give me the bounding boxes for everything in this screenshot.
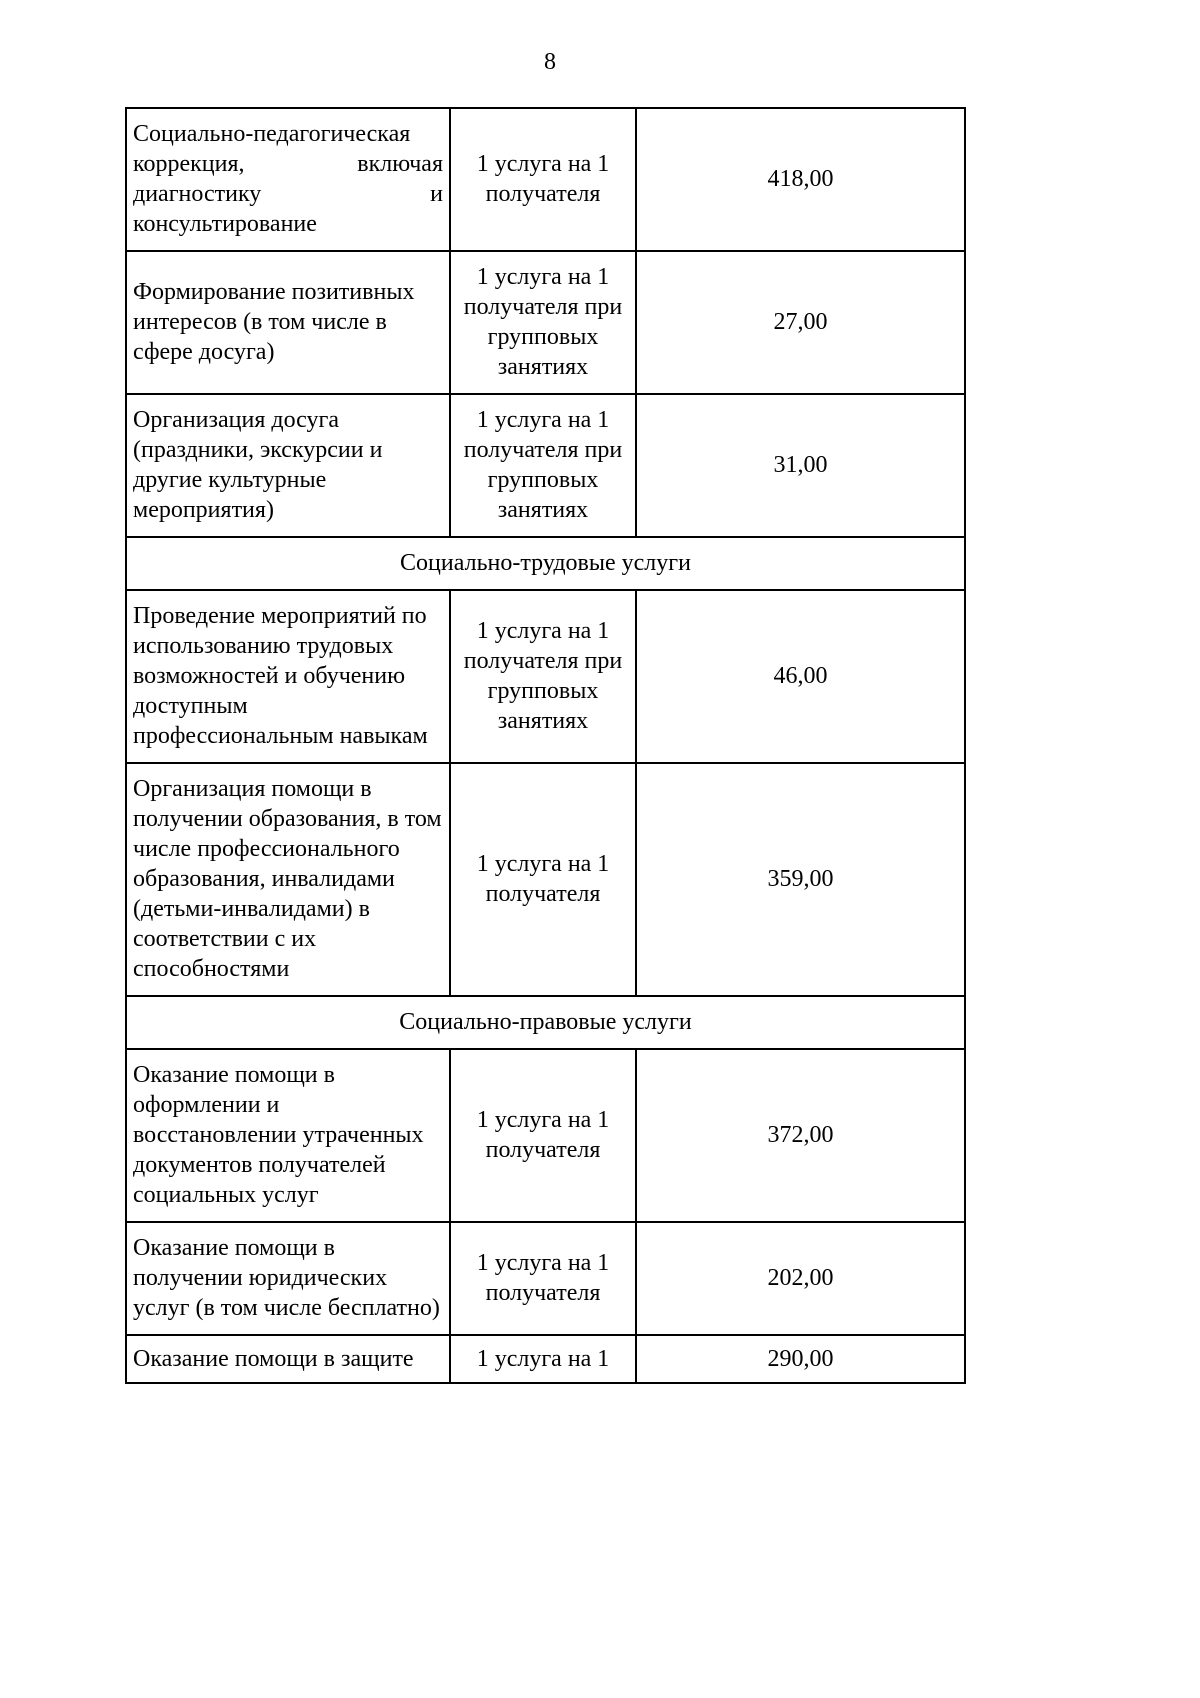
service-price: 202,00 <box>636 1222 965 1335</box>
service-unit: 1 услуга на 1 получателя при групповых занятиях <box>450 251 636 394</box>
service-unit: 1 услуга на 1 получателя <box>450 1222 636 1335</box>
service-name: Организация помощи в получении образования, в том числе профессионального образования, инвалидами (детьми-инвалидами) в соответствии с их способностями <box>126 763 450 996</box>
service-name: Формирование позитивных интересов (в том числе в сфере досуга) <box>126 251 450 394</box>
table-row <box>126 251 965 394</box>
service-price: 418,00 <box>636 108 965 251</box>
service-unit: 1 услуга на 1 получателя <box>450 108 636 251</box>
table-row <box>126 394 965 537</box>
service-name: Оказание помощи в оформлении и восстановлении утраченных документов получателей социальных услуг <box>126 1049 450 1222</box>
table-row <box>126 1335 965 1383</box>
section-heading: Социально-трудовые услуги <box>126 537 965 590</box>
table-row <box>126 590 965 763</box>
service-price: 27,00 <box>636 251 965 394</box>
service-name: Проведение мероприятий по использованию трудовых возможностей и обучению доступным профессиональным навыкам <box>126 590 450 763</box>
service-unit: 1 услуга на 1 получателя <box>450 763 636 996</box>
section-row <box>126 537 965 590</box>
service-name: Оказание помощи в защите <box>126 1335 450 1383</box>
service-name: Социально-педагогическая коррекция, включая диагностику и консультирование <box>126 108 450 251</box>
service-price: 372,00 <box>636 1049 965 1222</box>
section-row <box>126 996 965 1049</box>
service-name: Оказание помощи в получении юридических услуг (в том числе бесплатно) <box>126 1222 450 1335</box>
service-unit: 1 услуга на 1 получателя <box>450 1049 636 1222</box>
service-unit: 1 услуга на 1 получателя при групповых занятиях <box>450 590 636 763</box>
service-price: 46,00 <box>636 590 965 763</box>
section-heading: Социально-правовые услуги <box>126 996 965 1049</box>
table-row <box>126 1049 965 1222</box>
page-number: 8 <box>544 49 556 75</box>
service-unit: 1 услуга на 1 <box>450 1335 636 1383</box>
table-row <box>126 108 965 251</box>
table-row <box>126 1222 965 1335</box>
service-price: 31,00 <box>636 394 965 537</box>
service-price: 359,00 <box>636 763 965 996</box>
service-unit: 1 услуга на 1 получателя при групповых занятиях <box>450 394 636 537</box>
service-price: 290,00 <box>636 1335 965 1383</box>
service-name: Организация досуга (праздники, экскурсии и другие культурные мероприятия) <box>126 394 450 537</box>
services-tariff-table <box>125 107 966 1384</box>
table-row <box>126 763 965 996</box>
